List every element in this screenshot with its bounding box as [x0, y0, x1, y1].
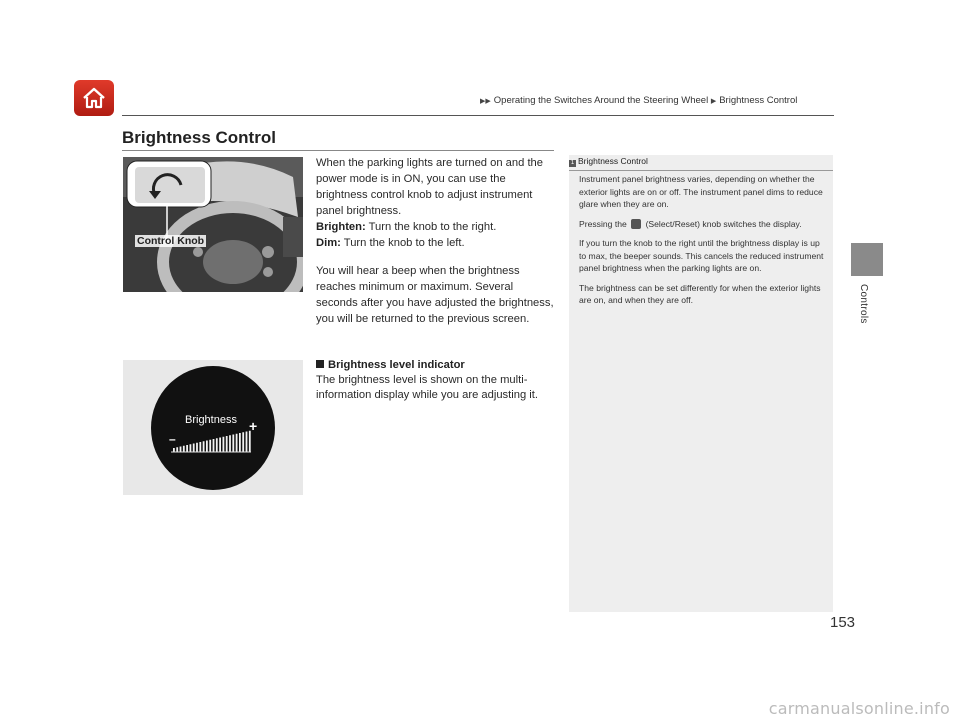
note-paragraph-2: Pressing the (Select/Reset) knob switches the display.	[579, 218, 802, 229]
breadcrumb-arrow-icon: ▶▶	[480, 98, 491, 105]
title-rule	[122, 150, 554, 151]
brightness-bar	[203, 441, 205, 452]
note-paragraph-1: Instrument panel brightness varies, depending on whether the exterior lights are on or off. The instrument panel dims to reduce glare when they are on.	[579, 174, 823, 209]
brightness-plus: +	[249, 418, 258, 434]
breadcrumb	[480, 95, 797, 106]
brightness-indicator-figure	[123, 360, 303, 495]
select-reset-knob-icon	[631, 219, 641, 229]
brightness-bar	[209, 440, 211, 452]
control-knob-figure	[123, 157, 303, 292]
dim-label: Dim:	[316, 237, 341, 249]
brightness-display-illustration	[123, 360, 303, 495]
brighten-text: Turn the knob to the right.	[365, 221, 497, 233]
page-title: Brightness Control	[122, 128, 276, 147]
brightness-bar	[213, 439, 215, 452]
breadcrumb-section[interactable]: Operating the Switches Around the Steering Wheel	[493, 95, 709, 106]
note-heading: 1 Brightness Control	[569, 156, 833, 171]
breadcrumb-arrow-icon: ▶	[710, 98, 717, 105]
indicator-paragraph: The brightness level is shown on the multi-information display while you are adjusting it.	[316, 374, 539, 401]
brightness-bar	[206, 441, 208, 453]
brightness-bar	[236, 434, 238, 452]
dim-instruction	[316, 235, 556, 251]
brightness-bar	[173, 448, 175, 452]
bullet-square-icon	[316, 360, 324, 368]
brightness-bar	[229, 435, 231, 452]
brightness-bar	[219, 438, 221, 453]
control-knob-callout: Control Knob	[137, 235, 205, 247]
indicator-heading: Brightness level indicator	[316, 358, 556, 373]
brightness-minus: –	[169, 432, 176, 446]
brightness-bar	[239, 433, 241, 452]
brightness-bar	[190, 444, 192, 452]
brightness-bar	[223, 437, 225, 452]
dim-text: Turn the knob to the left.	[340, 237, 465, 249]
brightness-bar	[186, 445, 188, 452]
brightness-bar	[216, 438, 218, 452]
page-number: 153	[830, 614, 856, 631]
home-icon	[81, 86, 107, 110]
brightness-bar	[180, 447, 182, 453]
brightness-bar	[232, 435, 234, 453]
brightness-label: Brightness	[185, 414, 237, 426]
brightness-bar	[242, 432, 244, 452]
brightness-bar	[183, 446, 185, 452]
header-rule	[122, 115, 834, 116]
brightness-bar	[196, 443, 198, 452]
brighten-label: Brighten:	[316, 221, 366, 233]
note-paragraph-3: If you turn the knob to the right until the brightness display is up to max, the beeper sounds. This cancels the reduced instrument panel brightness when the parking lights are on.	[579, 238, 824, 273]
note-icon: 1	[570, 160, 575, 166]
breadcrumb-current: Brightness Control	[719, 95, 798, 106]
indicator-section	[316, 358, 556, 403]
brightness-bar	[199, 442, 201, 452]
brightness-bar	[176, 447, 178, 452]
note-body	[579, 173, 827, 314]
intro-paragraph: When the parking lights are turned on and the power mode is in ON, you can use the brightness control knob to adjust instrument panel brightness.	[316, 157, 544, 217]
side-tab-marker	[851, 243, 883, 276]
brighten-instruction	[316, 219, 556, 235]
note-paragraph-4: The brightness can be set differently for when the exterior lights are on, and when they are off.	[579, 282, 821, 305]
brightness-bar	[193, 444, 195, 453]
watermark[interactable]: carmanualsonline.info	[768, 699, 950, 718]
brightness-bar	[226, 436, 228, 452]
home-button[interactable]	[74, 80, 114, 116]
beep-paragraph: You will hear a beep when the brightness reaches minimum or maximum. Several seconds after you have adjusted the brightness, you will be returned to the previous screen.	[316, 265, 554, 325]
main-body	[316, 155, 556, 327]
brightness-bar	[246, 432, 248, 453]
side-tab-label: Controls	[858, 284, 869, 324]
dashboard-illustration	[123, 157, 303, 292]
